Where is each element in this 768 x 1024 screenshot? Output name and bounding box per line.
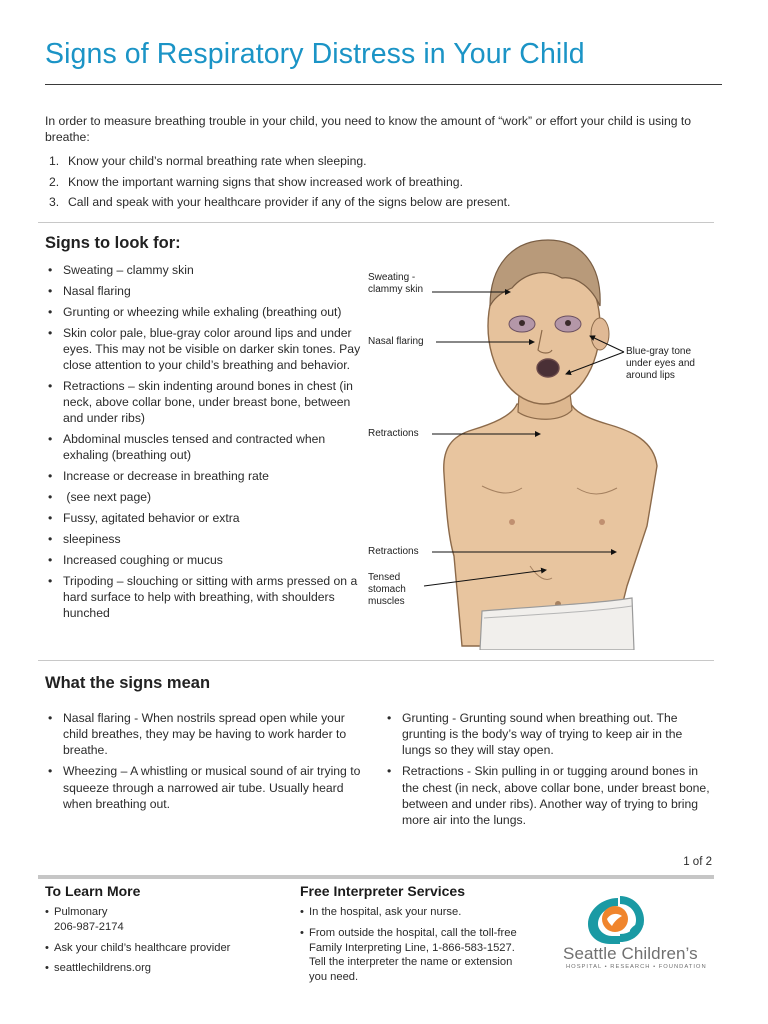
list-item: • In the hospital, ask your nurse. [300,906,462,918]
interpreter-list [300,905,530,991]
meaning-list-left [45,710,365,817]
list-item: • Grunting - Grunting sound when breathing out. The grunting is the body’s way of trying to keep air in the lungs so they will stay open. [387,711,683,758]
logo-name: Seattle Children’s [563,944,698,963]
step-item: 3. Call and speak with your healthcare provider if any of the signs below are present. [49,195,511,209]
list-item[interactable]: • seattlechildrens.org [45,962,152,975]
list-item: • Increased coughing or mucus [48,552,223,567]
interpreter-heading: Free Interpreter Services [300,883,465,899]
list-item: • Skin color pale, blue-gray color around lips and under eyes. This may not be visible on darker skin tones. Pay close attention to your child’s breathing and behavior. [48,325,361,373]
list-item: • Nasal flaring - When nostrils spread open while your child breathes, they may be having to work harder to breathe. [48,711,347,758]
logo-tagline: HOSPITAL • RESEARCH • FOUNDATION [566,964,707,970]
page-number: 1 of 2 [683,856,712,868]
meaning-heading: What the signs mean [45,674,211,692]
label-nasal-flaring: Nasal flaring [368,336,424,347]
step-item: 2. Know the important warning signs that show increased work of breathing. [49,174,463,189]
list-item: • Ask your child’s healthcare provider [45,941,231,954]
meaning-list-right [384,710,714,833]
list-item: • Sweating – clammy skin [48,263,194,277]
list-item: • Grunting or wheezing while exhaling (breathing out) [48,304,342,319]
child-illustration [362,226,730,650]
list-item: • Retractions - Skin pulling in or tugging around bones in the chest (in neck, above collar bone, under breast bone, between and under ribs). Another way of trying to bring more air into the lungs. [387,764,710,827]
learn-more-heading: To Learn More [45,883,141,899]
learn-more-list [45,905,285,982]
label-sweating: Sweating - clammy skin [368,272,424,295]
list-item: • Nasal flaring [48,283,131,298]
label-stomach: Tensed stomach muscles [368,572,406,607]
list-item: • From outside the hospital, call the toll-free Family Interpreting Line, 1-866-583-1527. Tell the interpreter the name or extension you need. [300,926,517,984]
signs-list [45,262,363,626]
website-link[interactable]: seattlechildrens.org [54,962,152,975]
section-divider [38,222,714,223]
label-blue-gray: Blue-gray tone under eyes and around lips [626,346,695,381]
list-item: • Fussy, agitated behavior or extra [48,511,240,526]
signs-heading: Signs to look for: [45,234,181,252]
list-item: • Wheezing – A whistling or musical sound of air trying to squeeze through a narrowed air tube. Usually heard when breathing out. [48,764,361,811]
step-item: 1. Know your child’s normal breathing rate when sleeping. [49,154,367,168]
title-divider [45,84,722,85]
list-item: • Abdominal muscles tensed and contracted when exhaling (breathing out) [48,432,326,463]
intro-paragraph: In order to measure breathing trouble in your child, you need to know the amount of “work” or effort your child is using to breathe: [45,114,692,144]
list-item: • Increase or decrease in breathing rate [48,469,269,484]
list-item: • sleepiness [48,532,121,547]
section-divider [38,660,714,661]
page-title: Signs of Respiratory Distress in Your Child [45,38,585,70]
list-item: • Retractions – skin indenting around bones in chest (in neck, above collar bone, under breast bone, between and under ribs) [48,378,353,426]
list-item: • (see next page) [48,490,152,505]
label-retractions-chest: Retractions [368,546,419,557]
list-item: • Tripoding – slouching or sitting with arms pressed on a hard surface to help with breathing, with shoulders hunched [48,573,358,621]
footer-divider [38,875,714,879]
steps-list [49,154,709,216]
label-retractions-neck: Retractions [368,428,419,439]
list-item: • Pulmonary 206-987-2174 [45,906,124,933]
